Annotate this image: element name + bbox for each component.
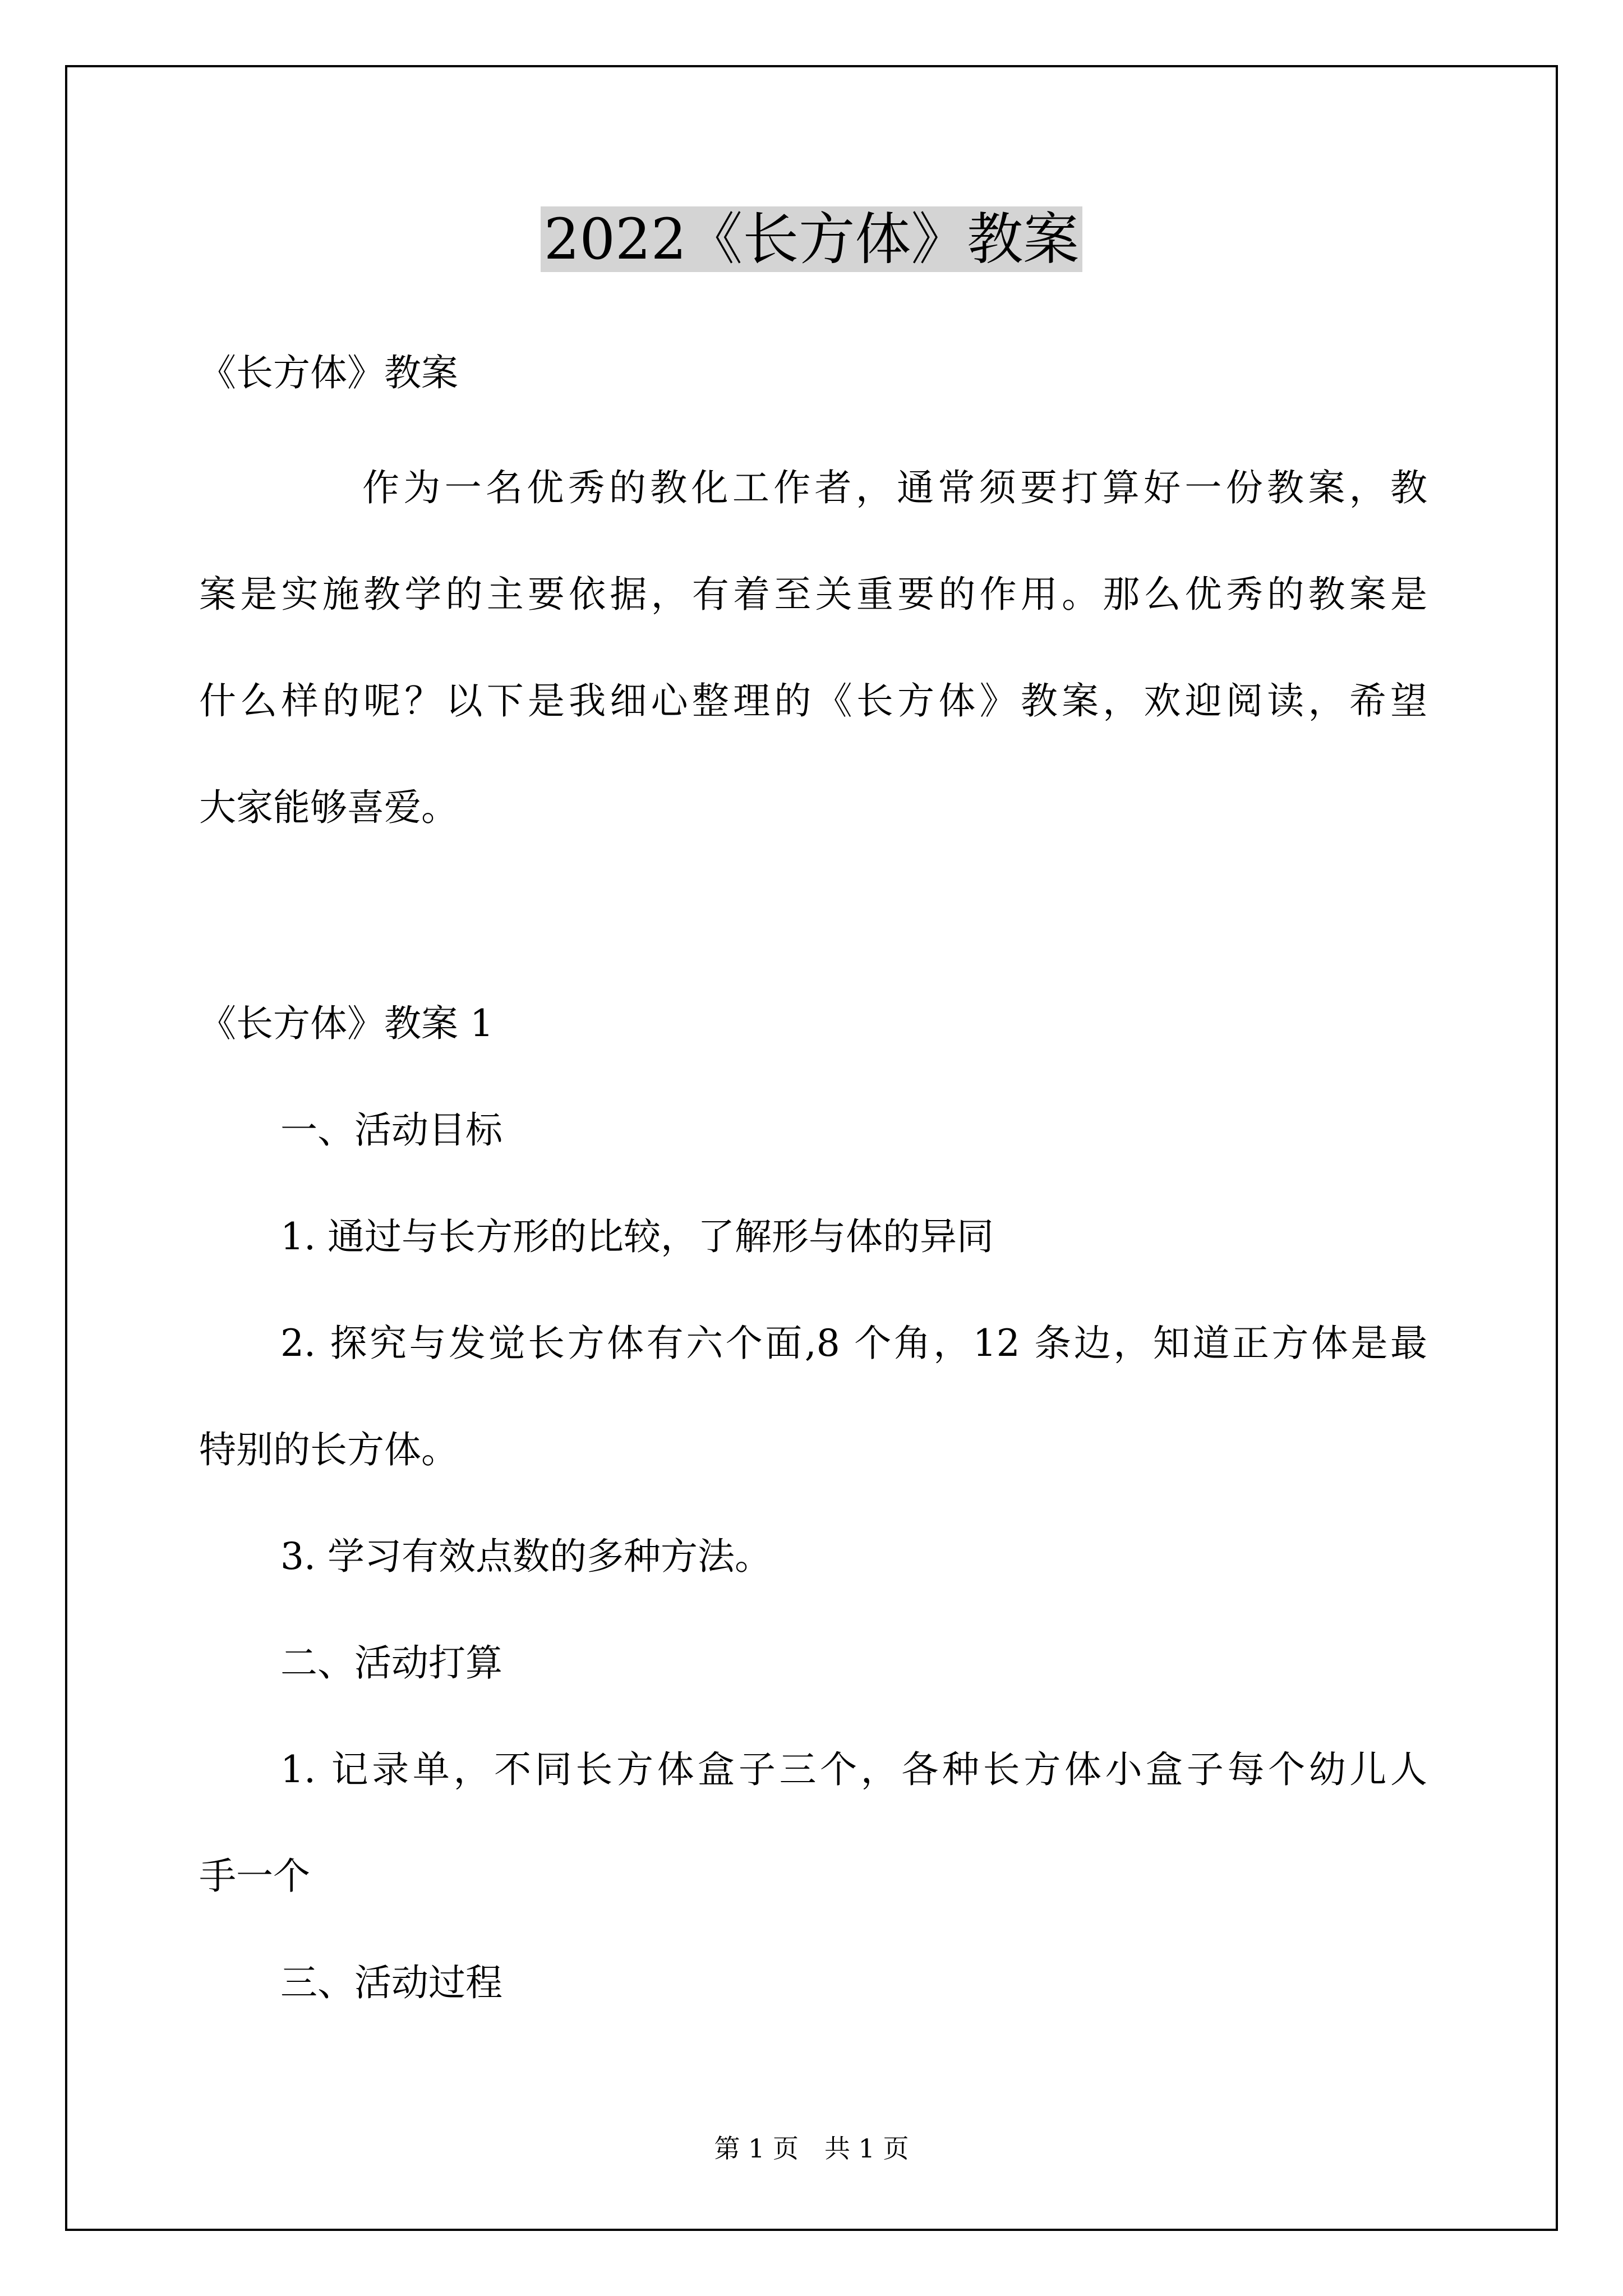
intro-line-3: 什么样的呢？以下是我细心整理的《长方体》教案，欢迎阅读，希望 [199,679,1427,723]
document-title-text: 2022《长方体》教案 [541,206,1083,272]
heading-activity-process: 三、活动过程 [280,1961,502,2004]
intro-line-2: 案是实施教学的主要依据，有着至关重要的作用。那么优秀的教案是 [199,573,1427,616]
heading-activity-goals: 一、活动目标 [280,1108,502,1152]
intro-line-4: 大家能够喜爱。 [199,786,458,829]
preparation-item-1-line-2: 手一个 [199,1855,310,1898]
intro-line-1: 作为一名优秀的教化工作者，通常须要打算好一份教案，教 [362,466,1427,509]
page-number-footer: 第 1 页 共 1 页 [714,2133,909,2164]
goal-item-2-line-1: 2. 探究与发觉长方体有六个面,8 个角，12 条边，知道正方体是最 [280,1322,1427,1365]
section-heading-intro: 《长方体》教案 [199,351,458,394]
heading-activity-preparation: 二、活动打算 [280,1641,502,1685]
goal-item-3: 3. 学习有效点数的多种方法。 [280,1535,772,1578]
section-heading-lesson-1: 《长方体》教案 1 [199,1002,494,1045]
preparation-item-1-line-1: 1. 记录单，不同长方体盒子三个，各种长方体小盒子每个幼儿人 [280,1748,1427,1791]
goal-item-1: 1. 通过与长方形的比较，了解形与体的异同 [280,1215,994,1258]
document-title [0,203,1623,276]
goal-item-2-line-2: 特别的长方体。 [199,1428,458,1471]
